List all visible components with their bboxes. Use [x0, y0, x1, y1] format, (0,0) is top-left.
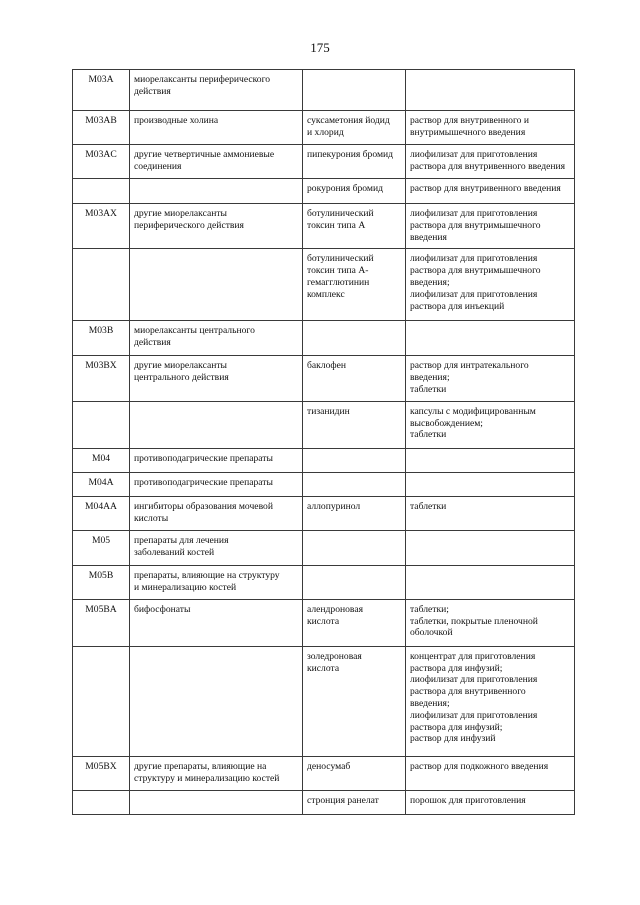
table-row — [73, 496, 575, 530]
drug-name-cell: баклофен — [303, 356, 406, 401]
dosage-form-cell: лиофилизат для приготовления раствора для внутривенного введения — [406, 145, 575, 179]
atc-code-cell — [73, 790, 130, 814]
dosage-form-cell: капсулы с модифицированным высвобождением; таблетки — [406, 401, 575, 448]
pharmacological-group-cell: противоподагрические препараты — [130, 472, 303, 496]
dosage-form-cell: раствор для интратекального введения; таблетки — [406, 356, 575, 401]
drug-name-cell — [303, 448, 406, 472]
atc-code-cell: M05 — [73, 530, 130, 565]
atc-code-cell: M03AX — [73, 204, 130, 249]
table-row — [73, 179, 575, 204]
drug-name-cell — [303, 472, 406, 496]
table-row — [73, 70, 575, 111]
drug-name-cell: ботулинический токсин типа А- гемагглютинин комплекс — [303, 249, 406, 321]
page-number: 175 — [310, 40, 330, 55]
pharmacological-group-cell — [130, 790, 303, 814]
atc-code-cell: M04A — [73, 472, 130, 496]
dosage-form-cell: концентрат для приготовления раствора для инфузий; лиофилизат для приготовления раствора для внутривенного введения; лиофилизат для приготовления раствора для инфузий; раствор для инфузий — [406, 646, 575, 756]
pharmacological-group-cell: другие препараты, влияющие на структуру и минерализацию костей — [130, 756, 303, 790]
atc-code-cell: M04AA — [73, 496, 130, 530]
atc-code-cell — [73, 179, 130, 204]
atc-code-cell: M03B — [73, 321, 130, 356]
pharmacological-group-cell: бифосфонаты — [130, 599, 303, 646]
table-row — [73, 249, 575, 321]
pharmacological-group-cell: препараты, влияющие на структуру и минерализацию костей — [130, 565, 303, 599]
drug-name-cell: деносумаб — [303, 756, 406, 790]
dosage-form-cell: таблетки; таблетки, покрытые пленочной оболочкой — [406, 599, 575, 646]
pharmacological-group-cell: производные холина — [130, 111, 303, 145]
table-row — [73, 111, 575, 145]
drug-name-cell: стронция ранелат — [303, 790, 406, 814]
table-row — [73, 448, 575, 472]
dosage-form-cell — [406, 472, 575, 496]
table-row — [73, 530, 575, 565]
drug-name-cell: суксаметония йодид и хлорид — [303, 111, 406, 145]
dosage-form-cell — [406, 321, 575, 356]
pharmacological-group-cell: другие четвертичные аммониевые соединения — [130, 145, 303, 179]
pharmacological-group-cell: миорелаксанты периферического действия — [130, 70, 303, 111]
atc-code-cell — [73, 646, 130, 756]
drug-name-cell: ботулинический токсин типа А — [303, 204, 406, 249]
drug-classification-table — [72, 69, 575, 815]
atc-code-cell — [73, 401, 130, 448]
drug-name-cell: тизанидин — [303, 401, 406, 448]
pharmacological-group-cell: препараты для лечения заболеваний костей — [130, 530, 303, 565]
pharmacological-group-cell — [130, 646, 303, 756]
table-row — [73, 472, 575, 496]
drug-name-cell — [303, 565, 406, 599]
table-row — [73, 321, 575, 356]
atc-code-cell: M03A — [73, 70, 130, 111]
atc-code-cell — [73, 249, 130, 321]
dosage-form-cell: лиофилизат для приготовления раствора для внутримышечного введения; лиофилизат для приготовления раствора для инъекций — [406, 249, 575, 321]
atc-code-cell: M05BX — [73, 756, 130, 790]
table-row — [73, 756, 575, 790]
atc-code-cell: M03BX — [73, 356, 130, 401]
table-row — [73, 565, 575, 599]
pharmacological-group-cell: другие миорелаксанты периферического действия — [130, 204, 303, 249]
atc-code-cell: M05BA — [73, 599, 130, 646]
dosage-form-cell — [406, 448, 575, 472]
drug-name-cell: пипекурония бромид — [303, 145, 406, 179]
dosage-form-cell: таблетки — [406, 496, 575, 530]
drug-name-cell — [303, 530, 406, 565]
pharmacological-group-cell: миорелаксанты центрального действия — [130, 321, 303, 356]
dosage-form-cell: раствор для внутривенного и внутримышечного введения — [406, 111, 575, 145]
pharmacological-group-cell — [130, 249, 303, 321]
dosage-form-cell: порошок для приготовления — [406, 790, 575, 814]
drug-name-cell — [303, 321, 406, 356]
table-row — [73, 599, 575, 646]
table-row — [73, 790, 575, 814]
dosage-form-cell: раствор для внутривенного введения — [406, 179, 575, 204]
dosage-form-cell: раствор для подкожного введения — [406, 756, 575, 790]
drug-name-cell: золедроновая кислота — [303, 646, 406, 756]
atc-code-cell: M03AC — [73, 145, 130, 179]
table-row — [73, 646, 575, 756]
drug-name-cell: аллопуринол — [303, 496, 406, 530]
dosage-form-cell — [406, 565, 575, 599]
drug-name-cell: рокурония бромид — [303, 179, 406, 204]
atc-code-cell: M03AB — [73, 111, 130, 145]
dosage-form-cell: лиофилизат для приготовления раствора для внутримышечного введения — [406, 204, 575, 249]
pharmacological-group-cell — [130, 179, 303, 204]
dosage-form-cell — [406, 70, 575, 111]
table-row — [73, 204, 575, 249]
atc-code-cell: M04 — [73, 448, 130, 472]
table-row — [73, 145, 575, 179]
drug-name-cell: алендроновая кислота — [303, 599, 406, 646]
pharmacological-group-cell: противоподагрические препараты — [130, 448, 303, 472]
pharmacological-group-cell — [130, 401, 303, 448]
drug-name-cell — [303, 70, 406, 111]
atc-code-cell: M05B — [73, 565, 130, 599]
table-row — [73, 356, 575, 401]
table-row — [73, 401, 575, 448]
dosage-form-cell — [406, 530, 575, 565]
pharmacological-group-cell: ингибиторы образования мочевой кислоты — [130, 496, 303, 530]
pharmacological-group-cell: другие миорелаксанты центрального действия — [130, 356, 303, 401]
